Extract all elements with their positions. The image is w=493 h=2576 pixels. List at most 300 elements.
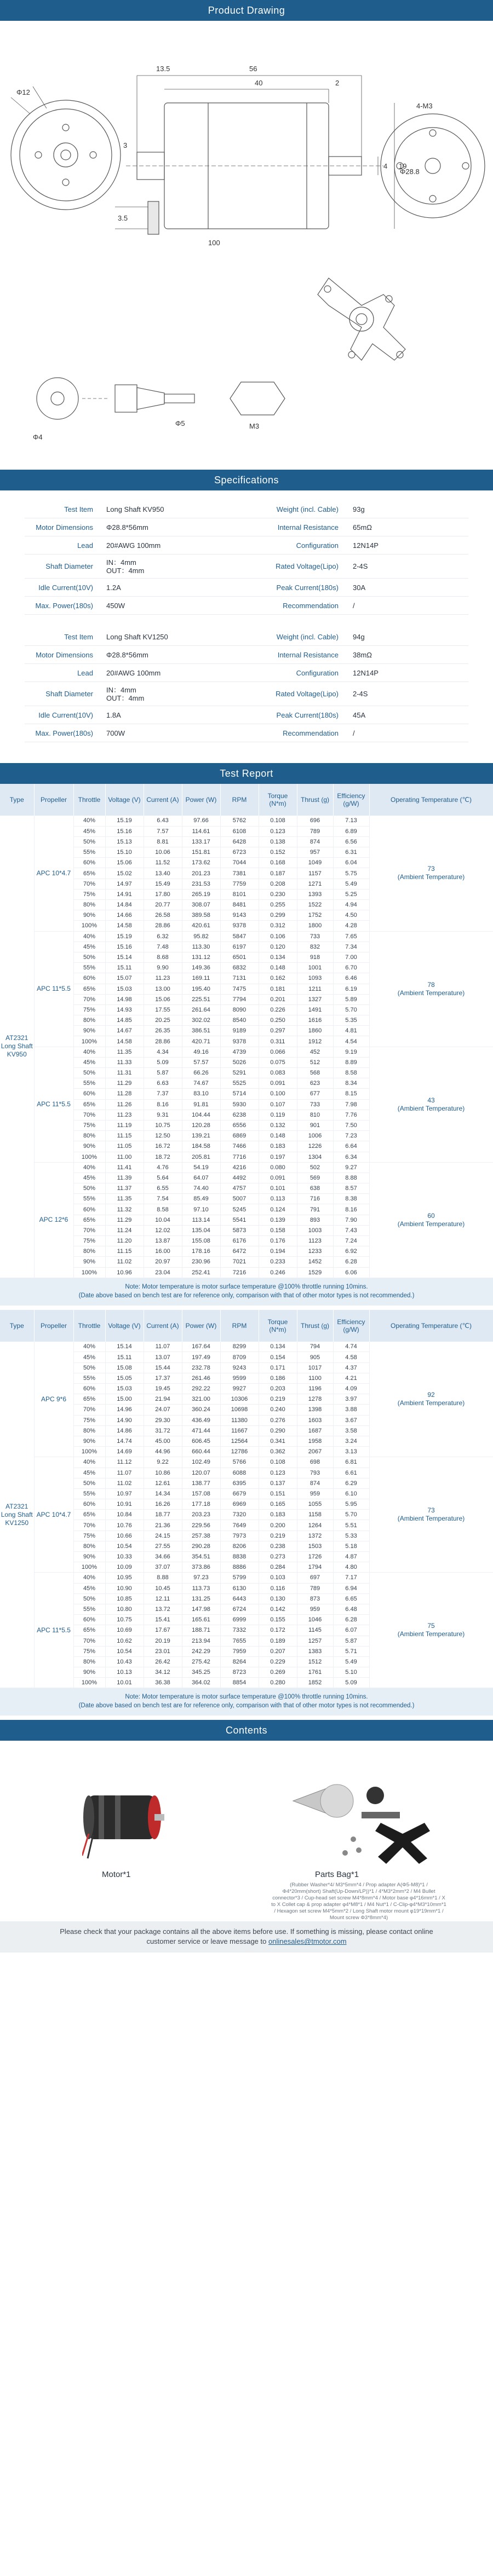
data-cell: 95.82: [182, 931, 220, 942]
temperature-note: (Ambient Temperature): [397, 1104, 465, 1112]
data-cell: 90%: [73, 910, 105, 921]
data-cell: 10.76: [105, 1520, 144, 1530]
data-cell: 60%: [73, 1615, 105, 1625]
data-cell: 874: [297, 836, 333, 847]
data-cell: 14.96: [105, 1405, 144, 1415]
spec-value: 20#AWG 100mm: [106, 541, 161, 550]
data-cell: 15.13: [105, 836, 144, 847]
data-cell: 11.39: [105, 1173, 144, 1183]
data-cell: 3.13: [333, 1447, 369, 1457]
data-cell: 165.61: [182, 1615, 220, 1625]
table-row: [0, 931, 493, 942]
temperature-cell: [369, 1342, 493, 1457]
data-cell: 15.44: [144, 1362, 182, 1373]
data-cell: 8.34: [333, 1078, 369, 1089]
section-gap: [0, 1716, 493, 1720]
data-cell: 16.72: [144, 1141, 182, 1152]
data-cell: 638: [297, 1183, 333, 1194]
data-cell: 5.71: [333, 1646, 369, 1656]
data-cell: 17.67: [144, 1625, 182, 1636]
data-cell: 6.28: [333, 1615, 369, 1625]
data-cell: 810: [297, 1110, 333, 1120]
motor-image: [82, 1774, 164, 1861]
data-cell: 5.70: [333, 1004, 369, 1015]
dim-phi5: Φ5: [175, 419, 185, 428]
column-header: Type: [0, 1310, 34, 1342]
data-cell: 70%: [73, 1520, 105, 1530]
dim-3: 3: [123, 141, 128, 149]
data-cell: 65%: [73, 1099, 105, 1110]
spec-value: 1.2A: [106, 583, 121, 592]
data-cell: 44.96: [144, 1447, 182, 1457]
data-cell: 0.124: [259, 1204, 297, 1215]
data-cell: 7475: [220, 984, 259, 994]
data-cell: 40%: [73, 1047, 105, 1057]
specifications-title: Specifications: [214, 475, 279, 486]
data-cell: 261.64: [182, 1004, 220, 1015]
data-cell: 1529: [297, 1267, 333, 1278]
data-cell: 11.07: [144, 1342, 182, 1352]
data-cell: 75%: [73, 1004, 105, 1015]
data-cell: 0.311: [259, 1036, 297, 1047]
data-cell: 4.94: [333, 900, 369, 910]
data-cell: 265.19: [182, 889, 220, 899]
data-cell: 1211: [297, 984, 333, 994]
data-cell: 373.86: [182, 1562, 220, 1573]
data-cell: 16.26: [144, 1499, 182, 1510]
data-cell: 4492: [220, 1173, 259, 1183]
data-cell: 6.07: [333, 1625, 369, 1636]
data-cell: 55%: [73, 1194, 105, 1204]
data-cell: 1196: [297, 1384, 333, 1394]
dim-m3: M3: [249, 422, 260, 430]
data-cell: 70%: [73, 1636, 105, 1646]
data-cell: 9927: [220, 1384, 259, 1394]
data-cell: 11.31: [105, 1068, 144, 1078]
data-cell: 11667: [220, 1425, 259, 1436]
spec-label: Weight (incl. Cable): [276, 505, 339, 513]
data-cell: 1003: [297, 1225, 333, 1235]
data-cell: 1522: [297, 900, 333, 910]
data-cell: 0.290: [259, 1425, 297, 1436]
data-cell: 1264: [297, 1520, 333, 1530]
table-header-row: [0, 784, 493, 816]
spec-row: [25, 664, 468, 682]
data-cell: 75%: [73, 889, 105, 899]
data-cell: 12.50: [144, 1131, 182, 1141]
data-cell: 364.02: [182, 1678, 220, 1688]
shaft-values: [106, 686, 144, 702]
data-cell: 5.70: [333, 1510, 369, 1520]
temperature-note: (Ambient Temperature): [397, 1515, 465, 1523]
data-cell: 139.21: [182, 1131, 220, 1141]
data-cell: 1800: [297, 921, 333, 931]
parts-bag-image: [277, 1763, 441, 1867]
prop-adapter-view: [37, 378, 285, 419]
shaft-in: IN：4mm: [106, 558, 136, 567]
data-cell: 11.15: [105, 1246, 144, 1257]
data-cell: 6.28: [333, 1257, 369, 1267]
propeller-cell: APC 11*5.5: [34, 1573, 73, 1688]
table-row: [0, 1342, 493, 1352]
data-cell: 15.49: [144, 879, 182, 889]
spec-label: Recommendation: [283, 601, 339, 610]
data-cell: 5.87: [144, 1068, 182, 1078]
spec-row: [25, 555, 468, 579]
data-cell: 11.19: [105, 1120, 144, 1130]
data-cell: 15.05: [105, 1373, 144, 1383]
data-cell: 6.89: [333, 826, 369, 836]
data-cell: 11.23: [144, 973, 182, 984]
data-cell: 100%: [73, 1447, 105, 1457]
data-cell: 386.51: [182, 1026, 220, 1036]
data-cell: 1001: [297, 963, 333, 973]
data-cell: 27.55: [144, 1541, 182, 1551]
data-cell: 7.24: [333, 1236, 369, 1246]
data-cell: 0.312: [259, 921, 297, 931]
column-header: Throttle: [73, 1310, 105, 1342]
data-cell: 8.16: [333, 1204, 369, 1215]
table-row: [0, 816, 493, 826]
data-cell: 502: [297, 1162, 333, 1173]
dim-2: 2: [335, 79, 340, 87]
data-cell: 100%: [73, 1562, 105, 1573]
note-line-2: (Date above based on bench test are for reference only, comparison with that of other motor types is not recommended.): [78, 1702, 415, 1709]
data-cell: 0.120: [259, 942, 297, 952]
spec-value: 2-4S: [353, 562, 368, 570]
data-cell: 10.13: [105, 1667, 144, 1678]
data-cell: 1616: [297, 1015, 333, 1026]
column-header: Efficiency (g/W): [333, 1310, 369, 1342]
data-cell: 4.74: [333, 1342, 369, 1352]
data-cell: 14.74: [105, 1436, 144, 1446]
data-cell: 0.226: [259, 1004, 297, 1015]
data-cell: 791: [297, 1204, 333, 1215]
data-cell: 11.23: [105, 1110, 144, 1120]
data-cell: 24.07: [144, 1405, 182, 1415]
data-cell: 10.62: [105, 1636, 144, 1646]
data-cell: 40%: [73, 1573, 105, 1583]
data-cell: 232.78: [182, 1362, 220, 1373]
spec-row: [25, 597, 468, 615]
support-email-link[interactable]: onlinesales@tmotor.com: [268, 1937, 347, 1946]
spec-value: 1.8A: [106, 711, 121, 719]
data-cell: 0.255: [259, 900, 297, 910]
data-cell: 874: [297, 1478, 333, 1488]
data-cell: 8206: [220, 1541, 259, 1551]
data-cell: 8299: [220, 1342, 259, 1352]
temperature-cell: [369, 1047, 493, 1162]
data-cell: 155.08: [182, 1236, 220, 1246]
data-cell: 10.86: [144, 1468, 182, 1478]
spec-row: [25, 646, 468, 664]
data-cell: 6501: [220, 952, 259, 962]
data-cell: 1093: [297, 973, 333, 984]
data-cell: 5.75: [333, 868, 369, 879]
data-cell: 8.58: [333, 1068, 369, 1078]
data-cell: 75%: [73, 1646, 105, 1656]
footer-note: [0, 1921, 493, 1953]
data-cell: 1912: [297, 1036, 333, 1047]
data-cell: 15.06: [105, 858, 144, 868]
note-line-2: (Date above based on bench test are for reference only, comparison with that of other motor types is not recommended.): [78, 1292, 415, 1299]
data-cell: 75%: [73, 1415, 105, 1425]
data-cell: 1157: [297, 868, 333, 879]
column-header: Torque (N*m): [259, 1310, 297, 1342]
data-cell: 213.94: [182, 1636, 220, 1646]
data-cell: 9143: [220, 910, 259, 921]
data-cell: 34.66: [144, 1552, 182, 1562]
data-cell: 698: [297, 1457, 333, 1468]
data-cell: 50%: [73, 1183, 105, 1194]
data-cell: 55%: [73, 1078, 105, 1089]
data-cell: 231.53: [182, 879, 220, 889]
data-cell: 0.238: [259, 1541, 297, 1551]
data-cell: 7759: [220, 879, 259, 889]
data-cell: 7655: [220, 1636, 259, 1646]
data-cell: 1046: [297, 1615, 333, 1625]
data-cell: 8.81: [144, 836, 182, 847]
data-cell: 10.43: [105, 1656, 144, 1667]
data-cell: 50%: [73, 1362, 105, 1373]
data-cell: 252.41: [182, 1267, 220, 1278]
data-cell: 893: [297, 1215, 333, 1225]
column-header: Voltage (V): [105, 1310, 144, 1342]
spec-value: /: [353, 601, 355, 610]
data-cell: 7973: [220, 1530, 259, 1541]
front-view: [11, 86, 121, 210]
data-cell: 6.29: [333, 1478, 369, 1488]
data-cell: 11.26: [105, 1099, 144, 1110]
data-cell: 5766: [220, 1457, 259, 1468]
data-cell: 15.11: [105, 963, 144, 973]
data-cell: 14.90: [105, 1415, 144, 1425]
data-cell: 13.40: [144, 868, 182, 879]
data-cell: 7.34: [333, 942, 369, 952]
motor-type-cell: AT2321 Long Shaft KV950: [0, 816, 34, 1278]
data-cell: 10.80: [105, 1604, 144, 1614]
data-cell: 45%: [73, 1583, 105, 1593]
data-cell: 14.69: [105, 1447, 144, 1457]
data-cell: 0.107: [259, 1099, 297, 1110]
data-cell: 8838: [220, 1552, 259, 1562]
data-cell: 20.19: [144, 1636, 182, 1646]
data-cell: 5.10: [333, 1667, 369, 1678]
data-cell: 5.64: [144, 1173, 182, 1183]
data-cell: 49.16: [182, 1047, 220, 1057]
data-cell: 0.091: [259, 1173, 297, 1183]
dim-13-5: 13.5: [156, 65, 170, 73]
data-cell: 50%: [73, 1593, 105, 1604]
propeller-cell: APC 10*4.7: [34, 816, 73, 931]
data-cell: 5930: [220, 1099, 259, 1110]
data-cell: 7466: [220, 1141, 259, 1152]
data-cell: 15.03: [105, 1384, 144, 1394]
data-cell: 7716: [220, 1152, 259, 1162]
data-cell: 113.14: [182, 1215, 220, 1225]
data-cell: 5762: [220, 816, 259, 826]
spec-label: Max. Power(180s): [35, 729, 93, 737]
data-cell: 100%: [73, 1036, 105, 1047]
data-cell: 6723: [220, 847, 259, 858]
spec-label: Test Item: [64, 505, 93, 513]
spec-value: 93g: [353, 505, 365, 513]
data-cell: 7794: [220, 994, 259, 1004]
data-cell: 6.48: [333, 1604, 369, 1614]
data-cell: 13.72: [144, 1604, 182, 1614]
data-cell: 7.57: [144, 826, 182, 836]
data-cell: 64.07: [182, 1173, 220, 1183]
data-cell: 21.36: [144, 1520, 182, 1530]
spec-block: [25, 628, 468, 742]
motor-caption: Motor*1: [102, 1870, 131, 1880]
data-cell: 85.49: [182, 1194, 220, 1204]
spec-label: Idle Current(10V): [38, 711, 93, 719]
section-gap: [0, 1306, 493, 1310]
data-cell: 60%: [73, 1204, 105, 1215]
spec-row: [25, 536, 468, 555]
shaft-values: [106, 558, 144, 575]
data-cell: 80%: [73, 900, 105, 910]
data-cell: 13.07: [144, 1352, 182, 1362]
column-header: Operating Temperature (℃): [369, 1310, 493, 1342]
data-cell: 55%: [73, 1604, 105, 1614]
data-cell: 18.77: [144, 1510, 182, 1520]
spec-row: [25, 500, 468, 518]
data-cell: 65%: [73, 984, 105, 994]
data-cell: 135.04: [182, 1225, 220, 1235]
data-cell: 65%: [73, 1625, 105, 1636]
data-cell: 0.194: [259, 1246, 297, 1257]
data-cell: 0.230: [259, 889, 297, 899]
data-cell: 0.186: [259, 1373, 297, 1383]
spec-label: Shaft Diameter: [45, 690, 93, 698]
spec-value: 45A: [353, 711, 366, 719]
data-cell: 0.203: [259, 1384, 297, 1394]
data-cell: 7.65: [333, 931, 369, 942]
data-cell: 733: [297, 931, 333, 942]
data-cell: 10.09: [105, 1562, 144, 1573]
data-cell: 0.151: [259, 1488, 297, 1499]
data-cell: 12.11: [144, 1593, 182, 1604]
spec-value: Long Shaft KV1250: [106, 632, 168, 641]
data-cell: 6.19: [333, 984, 369, 994]
spec-row: [25, 682, 468, 706]
data-cell: 8.68: [144, 952, 182, 962]
data-cell: 6.56: [333, 836, 369, 847]
temperature-value: 73: [427, 1506, 435, 1515]
data-cell: 131.25: [182, 1593, 220, 1604]
data-cell: 918: [297, 952, 333, 962]
data-cell: 28.86: [144, 921, 182, 931]
data-cell: 0.171: [259, 1362, 297, 1373]
data-cell: 205.81: [182, 1152, 220, 1162]
data-cell: 14.85: [105, 1015, 144, 1026]
data-cell: 195.40: [182, 984, 220, 994]
data-cell: 452: [297, 1047, 333, 1057]
data-cell: 0.240: [259, 1405, 297, 1415]
data-cell: 7.76: [333, 1110, 369, 1120]
data-cell: 8886: [220, 1562, 259, 1573]
column-header: Power (W): [182, 784, 220, 816]
data-cell: 203.23: [182, 1510, 220, 1520]
data-cell: 65%: [73, 1510, 105, 1520]
data-cell: 45%: [73, 1057, 105, 1067]
data-cell: 11.15: [105, 1131, 144, 1141]
temperature-value: 78: [427, 980, 435, 989]
data-cell: 794: [297, 1342, 333, 1352]
data-cell: 0.208: [259, 879, 297, 889]
data-cell: 11.20: [105, 1236, 144, 1246]
data-cell: 1006: [297, 1131, 333, 1141]
data-cell: 290.28: [182, 1541, 220, 1551]
data-cell: 90%: [73, 1552, 105, 1562]
data-cell: 6088: [220, 1468, 259, 1478]
spec-label: Configuration: [296, 668, 339, 677]
data-cell: 873: [297, 1593, 333, 1604]
data-cell: 5026: [220, 1057, 259, 1067]
data-cell: 14.66: [105, 910, 144, 921]
data-cell: 345.25: [182, 1667, 220, 1678]
data-cell: 6176: [220, 1236, 259, 1246]
data-cell: 6.43: [144, 816, 182, 826]
data-cell: 606.45: [182, 1436, 220, 1446]
data-cell: 4.28: [333, 921, 369, 931]
spec-value: 20#AWG 100mm: [106, 668, 161, 677]
note-line-1: Note: Motor temperature is motor surface temperature @100% throttle running 10mins.: [125, 1283, 368, 1290]
data-cell: 0.154: [259, 1352, 297, 1362]
data-cell: 5.18: [333, 1541, 369, 1551]
data-cell: 9.31: [144, 1110, 182, 1120]
data-cell: 4.21: [333, 1373, 369, 1383]
temperature-value: 60: [427, 1211, 435, 1220]
drawing-svg: [0, 21, 493, 470]
data-cell: 4.76: [144, 1162, 182, 1173]
data-cell: 4.50: [333, 910, 369, 921]
data-cell: 100%: [73, 1267, 105, 1278]
data-cell: 0.137: [259, 1478, 297, 1488]
data-cell: 0.108: [259, 1457, 297, 1468]
data-cell: 75%: [73, 1236, 105, 1246]
propeller-cell: APC 9*6: [34, 1342, 73, 1457]
data-cell: 0.183: [259, 1510, 297, 1520]
data-cell: 40%: [73, 1457, 105, 1468]
specifications-section: [0, 490, 493, 763]
data-cell: 54.19: [182, 1162, 220, 1173]
data-cell: 20.25: [144, 1015, 182, 1026]
data-cell: 7.00: [333, 952, 369, 962]
data-cell: 696: [297, 816, 333, 826]
motor-type-cell: AT2321 Long Shaft KV1250: [0, 1342, 34, 1688]
data-cell: 0.100: [259, 1089, 297, 1099]
data-cell: 230.96: [182, 1257, 220, 1267]
data-cell: 0.280: [259, 1678, 297, 1688]
temperature-cell: [369, 1457, 493, 1573]
data-cell: 5.49: [333, 1656, 369, 1667]
data-cell: 7381: [220, 868, 259, 879]
data-cell: 1226: [297, 1141, 333, 1152]
data-cell: 3.58: [333, 1425, 369, 1436]
data-cell: 832: [297, 942, 333, 952]
column-header: Torque (N*m): [259, 784, 297, 816]
spec-value: /: [353, 729, 355, 737]
data-cell: 11.41: [105, 1162, 144, 1173]
data-cell: 11.32: [105, 1204, 144, 1215]
data-cell: 4.09: [333, 1384, 369, 1394]
data-cell: 0.219: [259, 1530, 297, 1541]
data-cell: 80%: [73, 1015, 105, 1026]
data-cell: 0.183: [259, 1141, 297, 1152]
